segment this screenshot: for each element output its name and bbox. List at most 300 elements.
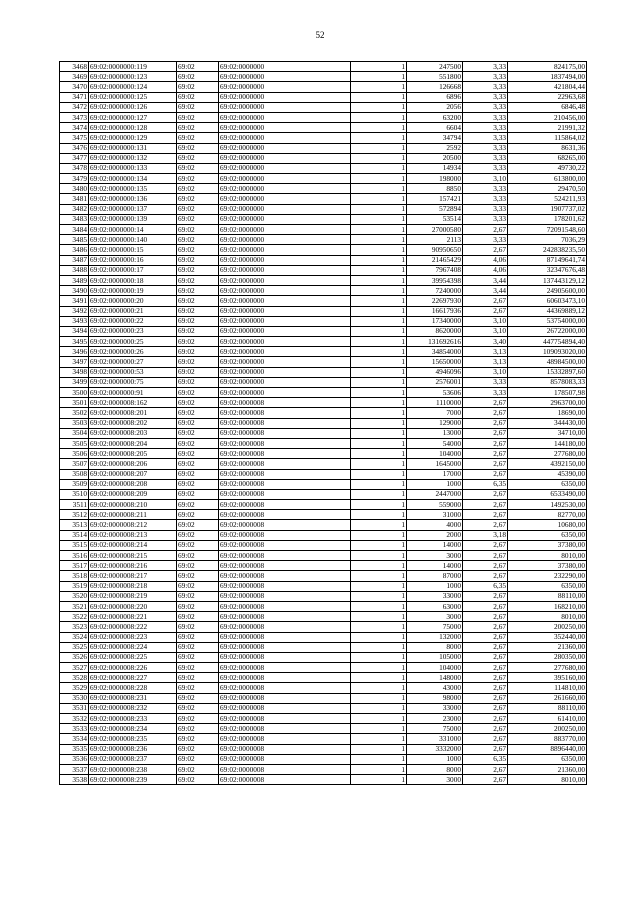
area-cell: 8620000 bbox=[407, 326, 463, 336]
area-cell: 33000 bbox=[407, 703, 463, 713]
district-code-cell: 69:02 bbox=[177, 275, 219, 285]
rate-cell: 2,67 bbox=[463, 469, 508, 479]
cadastral-block-cell: 69:02:0000000 bbox=[219, 347, 351, 357]
row-number-cell: 3470 bbox=[60, 82, 89, 92]
cadastral-block-cell: 69:02:0000008 bbox=[219, 438, 351, 448]
row-number-cell: 3490 bbox=[60, 286, 89, 296]
count-cell: 1 bbox=[351, 133, 407, 143]
cadastral-number-cell: 69:02:0000008:214 bbox=[89, 540, 177, 550]
cadastral-block-cell: 69:02:0000008 bbox=[219, 683, 351, 693]
district-code-cell: 69:02 bbox=[177, 82, 219, 92]
row-number-cell: 3495 bbox=[60, 337, 89, 347]
row-number-cell: 3517 bbox=[60, 561, 89, 571]
value-cell: 88110,00 bbox=[508, 591, 587, 601]
cadastral-block-cell: 69:02:0000008 bbox=[219, 693, 351, 703]
value-cell: 114810,00 bbox=[508, 683, 587, 693]
count-cell: 1 bbox=[351, 622, 407, 632]
rate-cell: 2,67 bbox=[463, 764, 508, 774]
row-number-cell: 3497 bbox=[60, 357, 89, 367]
cadastral-number-cell: 69:02:0000008:224 bbox=[89, 642, 177, 652]
district-code-cell: 69:02 bbox=[177, 673, 219, 683]
cadastral-number-cell: 69:02:0000008:201 bbox=[89, 408, 177, 418]
value-cell: 72091548,60 bbox=[508, 225, 587, 235]
district-code-cell: 69:02 bbox=[177, 734, 219, 744]
area-cell: 14000 bbox=[407, 561, 463, 571]
cadastral-block-cell: 69:02:0000000 bbox=[219, 235, 351, 245]
area-cell: 54000 bbox=[407, 438, 463, 448]
cadastral-block-cell: 69:02:0000000 bbox=[219, 62, 351, 72]
row-number-cell: 3471 bbox=[60, 92, 89, 102]
cadastral-number-cell: 69:02:0000008:203 bbox=[89, 428, 177, 438]
district-code-cell: 69:02 bbox=[177, 744, 219, 754]
district-code-cell: 69:02 bbox=[177, 591, 219, 601]
count-cell: 1 bbox=[351, 286, 407, 296]
cadastral-block-cell: 69:02:0000000 bbox=[219, 296, 351, 306]
area-cell: 3000 bbox=[407, 612, 463, 622]
value-cell: 200250,00 bbox=[508, 724, 587, 734]
table-row bbox=[60, 123, 587, 133]
cadastral-number-cell: 69:02:0000000:16 bbox=[89, 255, 177, 265]
row-number-cell: 3524 bbox=[60, 632, 89, 642]
row-number-cell: 3489 bbox=[60, 275, 89, 285]
count-cell: 1 bbox=[351, 764, 407, 774]
table-row bbox=[60, 286, 587, 296]
district-code-cell: 69:02 bbox=[177, 642, 219, 652]
rate-cell: 2,67 bbox=[463, 428, 508, 438]
cadastral-block-cell: 69:02:0000008 bbox=[219, 540, 351, 550]
row-number-cell: 3528 bbox=[60, 673, 89, 683]
area-cell: 2113 bbox=[407, 235, 463, 245]
rate-cell: 2,67 bbox=[463, 398, 508, 408]
rate-cell: 2,67 bbox=[463, 418, 508, 428]
count-cell: 1 bbox=[351, 530, 407, 540]
row-number-cell: 3538 bbox=[60, 775, 89, 785]
cadastral-block-cell: 69:02:0000000 bbox=[219, 174, 351, 184]
table-row bbox=[60, 245, 587, 255]
district-code-cell: 69:02 bbox=[177, 408, 219, 418]
cadastral-block-cell: 69:02:0000000 bbox=[219, 112, 351, 122]
cadastral-number-cell: 69:02:0000008:238 bbox=[89, 764, 177, 774]
district-code-cell: 69:02 bbox=[177, 286, 219, 296]
table-row bbox=[60, 734, 587, 744]
area-cell: 148000 bbox=[407, 673, 463, 683]
cadastral-number-cell: 69:02:0000000:123 bbox=[89, 72, 177, 82]
table-row bbox=[60, 184, 587, 194]
cadastral-block-cell: 69:02:0000000 bbox=[219, 316, 351, 326]
table-row bbox=[60, 540, 587, 550]
row-number-cell: 3527 bbox=[60, 663, 89, 673]
rate-cell: 3,33 bbox=[463, 388, 508, 398]
rate-cell: 3,44 bbox=[463, 286, 508, 296]
value-cell: 34710,00 bbox=[508, 428, 587, 438]
count-cell: 1 bbox=[351, 275, 407, 285]
row-number-cell: 3516 bbox=[60, 551, 89, 561]
cadastral-block-cell: 69:02:0000008 bbox=[219, 449, 351, 459]
table-row bbox=[60, 133, 587, 143]
count-cell: 1 bbox=[351, 459, 407, 469]
district-code-cell: 69:02 bbox=[177, 714, 219, 724]
row-number-cell: 3537 bbox=[60, 764, 89, 774]
row-number-cell: 3510 bbox=[60, 489, 89, 499]
table-row bbox=[60, 500, 587, 510]
table-row bbox=[60, 581, 587, 591]
rate-cell: 2,67 bbox=[463, 622, 508, 632]
area-cell: 1000 bbox=[407, 581, 463, 591]
area-cell: 2056 bbox=[407, 102, 463, 112]
district-code-cell: 69:02 bbox=[177, 102, 219, 112]
value-cell: 45390,00 bbox=[508, 469, 587, 479]
district-code-cell: 69:02 bbox=[177, 551, 219, 561]
cadastral-block-cell: 69:02:0000000 bbox=[219, 92, 351, 102]
cadastral-block-cell: 69:02:0000000 bbox=[219, 225, 351, 235]
count-cell: 1 bbox=[351, 693, 407, 703]
value-cell: 1907737,02 bbox=[508, 204, 587, 214]
rate-cell: 3,13 bbox=[463, 347, 508, 357]
value-cell: 883770,00 bbox=[508, 734, 587, 744]
table-row bbox=[60, 265, 587, 275]
count-cell: 1 bbox=[351, 82, 407, 92]
area-cell: 14000 bbox=[407, 540, 463, 550]
cadastral-block-cell: 69:02:0000008 bbox=[219, 561, 351, 571]
table-row bbox=[60, 326, 587, 336]
row-number-cell: 3485 bbox=[60, 235, 89, 245]
district-code-cell: 69:02 bbox=[177, 683, 219, 693]
cadastral-number-cell: 69:02:0000008:218 bbox=[89, 581, 177, 591]
rate-cell: 2,67 bbox=[463, 744, 508, 754]
value-cell: 26722000,00 bbox=[508, 326, 587, 336]
table-row bbox=[60, 714, 587, 724]
value-cell: 21991,32 bbox=[508, 123, 587, 133]
rate-cell: 3,44 bbox=[463, 275, 508, 285]
count-cell: 1 bbox=[351, 520, 407, 530]
cadastral-number-cell: 69:02:0000008:204 bbox=[89, 438, 177, 448]
table-row bbox=[60, 612, 587, 622]
count-cell: 1 bbox=[351, 683, 407, 693]
cadastral-block-cell: 69:02:0000008 bbox=[219, 703, 351, 713]
area-cell: 27000580 bbox=[407, 225, 463, 235]
value-cell: 18690,00 bbox=[508, 408, 587, 418]
value-cell: 261660,00 bbox=[508, 693, 587, 703]
count-cell: 1 bbox=[351, 184, 407, 194]
count-cell: 1 bbox=[351, 734, 407, 744]
rate-cell: 3,33 bbox=[463, 92, 508, 102]
cadastral-block-cell: 69:02:0000008 bbox=[219, 601, 351, 611]
area-cell: 15650000 bbox=[407, 357, 463, 367]
area-cell: 129000 bbox=[407, 418, 463, 428]
value-cell: 137443129,12 bbox=[508, 275, 587, 285]
page-number: 52 bbox=[315, 30, 325, 40]
table-row bbox=[60, 530, 587, 540]
count-cell: 1 bbox=[351, 174, 407, 184]
count-cell: 1 bbox=[351, 204, 407, 214]
rate-cell: 3,33 bbox=[463, 102, 508, 112]
cadastral-number-cell: 69:02:0000000:17 bbox=[89, 265, 177, 275]
cadastral-number-cell: 69:02:0000000:18 bbox=[89, 275, 177, 285]
value-cell: 82770,00 bbox=[508, 510, 587, 520]
district-code-cell: 69:02 bbox=[177, 184, 219, 194]
district-code-cell: 69:02 bbox=[177, 449, 219, 459]
row-number-cell: 3488 bbox=[60, 265, 89, 275]
count-cell: 1 bbox=[351, 500, 407, 510]
district-code-cell: 69:02 bbox=[177, 500, 219, 510]
cadastral-number-cell: 69:02:0000000:132 bbox=[89, 153, 177, 163]
rate-cell: 3,33 bbox=[463, 143, 508, 153]
rate-cell: 2,67 bbox=[463, 489, 508, 499]
cadastral-number-cell: 69:02:0000000:20 bbox=[89, 296, 177, 306]
row-number-cell: 3522 bbox=[60, 612, 89, 622]
count-cell: 1 bbox=[351, 214, 407, 224]
area-cell: 87000 bbox=[407, 571, 463, 581]
table-row bbox=[60, 316, 587, 326]
rate-cell: 3,33 bbox=[463, 377, 508, 387]
cadastral-block-cell: 69:02:0000008 bbox=[219, 530, 351, 540]
count-cell: 1 bbox=[351, 449, 407, 459]
rate-cell: 3,33 bbox=[463, 235, 508, 245]
table-row bbox=[60, 652, 587, 662]
cadastral-block-cell: 69:02:0000008 bbox=[219, 632, 351, 642]
area-cell: 7000 bbox=[407, 408, 463, 418]
district-code-cell: 69:02 bbox=[177, 571, 219, 581]
count-cell: 1 bbox=[351, 418, 407, 428]
table-row bbox=[60, 347, 587, 357]
row-number-cell: 3521 bbox=[60, 601, 89, 611]
area-cell: 33000 bbox=[407, 591, 463, 601]
rate-cell: 2,67 bbox=[463, 612, 508, 622]
cadastral-number-cell: 69:02:0000008:233 bbox=[89, 714, 177, 724]
cadastral-number-cell: 69:02:0000008:216 bbox=[89, 561, 177, 571]
district-code-cell: 69:02 bbox=[177, 438, 219, 448]
value-cell: 178201,62 bbox=[508, 214, 587, 224]
cadastral-block-cell: 69:02:0000008 bbox=[219, 500, 351, 510]
cadastral-number-cell: 69:02:0000008:206 bbox=[89, 459, 177, 469]
rate-cell: 3,33 bbox=[463, 123, 508, 133]
table-row bbox=[60, 112, 587, 122]
cadastral-block-cell: 69:02:0000000 bbox=[219, 326, 351, 336]
area-cell: 131692616 bbox=[407, 337, 463, 347]
value-cell: 24905600,00 bbox=[508, 286, 587, 296]
cadastral-block-cell: 69:02:0000008 bbox=[219, 622, 351, 632]
cadastral-number-cell: 69:02:0000000:127 bbox=[89, 112, 177, 122]
cadastral-number-cell: 69:02:0000008:223 bbox=[89, 632, 177, 642]
cadastral-number-cell: 69:02:0000008:207 bbox=[89, 469, 177, 479]
value-cell: 44369889,12 bbox=[508, 306, 587, 316]
row-number-cell: 3504 bbox=[60, 428, 89, 438]
cadastral-block-cell: 69:02:0000008 bbox=[219, 571, 351, 581]
value-cell: 6350,00 bbox=[508, 479, 587, 489]
rate-cell: 2,67 bbox=[463, 296, 508, 306]
area-cell: 331000 bbox=[407, 734, 463, 744]
row-number-cell: 3519 bbox=[60, 581, 89, 591]
rate-cell: 2,67 bbox=[463, 245, 508, 255]
area-cell: 559000 bbox=[407, 500, 463, 510]
rate-cell: 3,13 bbox=[463, 357, 508, 367]
rate-cell: 6,35 bbox=[463, 754, 508, 764]
value-cell: 277680,00 bbox=[508, 663, 587, 673]
area-cell: 104000 bbox=[407, 663, 463, 673]
cadastral-number-cell: 69:02:0000008:211 bbox=[89, 510, 177, 520]
cadastral-number-cell: 69:02:0000000:124 bbox=[89, 82, 177, 92]
area-cell: 16617936 bbox=[407, 306, 463, 316]
value-cell: 68265,00 bbox=[508, 153, 587, 163]
row-number-cell: 3480 bbox=[60, 184, 89, 194]
count-cell: 1 bbox=[351, 123, 407, 133]
value-cell: 447754894,40 bbox=[508, 337, 587, 347]
row-number-cell: 3515 bbox=[60, 540, 89, 550]
district-code-cell: 69:02 bbox=[177, 561, 219, 571]
rate-cell: 2,67 bbox=[463, 673, 508, 683]
area-cell: 75000 bbox=[407, 724, 463, 734]
area-cell: 132000 bbox=[407, 632, 463, 642]
rate-cell: 4,06 bbox=[463, 255, 508, 265]
area-cell: 126668 bbox=[407, 82, 463, 92]
count-cell: 1 bbox=[351, 163, 407, 173]
rate-cell: 3,33 bbox=[463, 82, 508, 92]
area-cell: 6896 bbox=[407, 92, 463, 102]
cadastral-number-cell: 69:02:0000008:222 bbox=[89, 622, 177, 632]
count-cell: 1 bbox=[351, 357, 407, 367]
row-number-cell: 3499 bbox=[60, 377, 89, 387]
district-code-cell: 69:02 bbox=[177, 112, 219, 122]
district-code-cell: 69:02 bbox=[177, 693, 219, 703]
rate-cell: 2,67 bbox=[463, 510, 508, 520]
area-cell: 2000 bbox=[407, 530, 463, 540]
district-code-cell: 69:02 bbox=[177, 62, 219, 72]
rate-cell: 2,67 bbox=[463, 734, 508, 744]
row-number-cell: 3486 bbox=[60, 245, 89, 255]
table-row bbox=[60, 703, 587, 713]
cadastral-block-cell: 69:02:0000000 bbox=[219, 357, 351, 367]
cadastral-block-cell: 69:02:0000008 bbox=[219, 612, 351, 622]
district-code-cell: 69:02 bbox=[177, 265, 219, 275]
district-code-cell: 69:02 bbox=[177, 255, 219, 265]
cadastral-number-cell: 69:02:0000008:237 bbox=[89, 754, 177, 764]
cadastral-number-cell: 69:02:0000000:140 bbox=[89, 235, 177, 245]
area-cell: 3332000 bbox=[407, 744, 463, 754]
cadastral-block-cell: 69:02:0000000 bbox=[219, 275, 351, 285]
value-cell: 48984500,00 bbox=[508, 357, 587, 367]
area-cell: 17000 bbox=[407, 469, 463, 479]
rate-cell: 3,33 bbox=[463, 133, 508, 143]
cadastral-block-cell: 69:02:0000008 bbox=[219, 489, 351, 499]
area-cell: 6604 bbox=[407, 123, 463, 133]
value-cell: 824175,00 bbox=[508, 62, 587, 72]
table-row bbox=[60, 143, 587, 153]
cadastral-number-cell: 69:02:0000008:215 bbox=[89, 551, 177, 561]
cadastral-block-cell: 69:02:0000000 bbox=[219, 143, 351, 153]
count-cell: 1 bbox=[351, 72, 407, 82]
value-cell: 8010,00 bbox=[508, 612, 587, 622]
row-number-cell: 3514 bbox=[60, 530, 89, 540]
cadastral-number-cell: 69:02:0000008:228 bbox=[89, 683, 177, 693]
cadastral-block-cell: 69:02:0000008 bbox=[219, 469, 351, 479]
cadastral-number-cell: 69:02:0000000:19 bbox=[89, 286, 177, 296]
rate-cell: 3,33 bbox=[463, 214, 508, 224]
value-cell: 53754000,00 bbox=[508, 316, 587, 326]
cadastral-number-cell: 69:02:0000000:135 bbox=[89, 184, 177, 194]
row-number-cell: 3526 bbox=[60, 652, 89, 662]
value-cell: 37380,00 bbox=[508, 561, 587, 571]
district-code-cell: 69:02 bbox=[177, 337, 219, 347]
district-code-cell: 69:02 bbox=[177, 775, 219, 785]
row-number-cell: 3482 bbox=[60, 204, 89, 214]
cadastral-block-cell: 69:02:0000008 bbox=[219, 744, 351, 754]
value-cell: 29470,50 bbox=[508, 184, 587, 194]
rate-cell: 2,67 bbox=[463, 632, 508, 642]
table-body bbox=[60, 62, 587, 785]
count-cell: 1 bbox=[351, 561, 407, 571]
cadastral-block-cell: 69:02:0000000 bbox=[219, 367, 351, 377]
table-row bbox=[60, 571, 587, 581]
cadastral-block-cell: 69:02:0000000 bbox=[219, 102, 351, 112]
district-code-cell: 69:02 bbox=[177, 703, 219, 713]
cadastral-number-cell: 69:02:0000000:91 bbox=[89, 388, 177, 398]
table-row bbox=[60, 102, 587, 112]
district-code-cell: 69:02 bbox=[177, 123, 219, 133]
table-row bbox=[60, 489, 587, 499]
cadastral-block-cell: 69:02:0000008 bbox=[219, 754, 351, 764]
row-number-cell: 3468 bbox=[60, 62, 89, 72]
table-row bbox=[60, 367, 587, 377]
value-cell: 49730,22 bbox=[508, 163, 587, 173]
cadastral-block-cell: 69:02:0000000 bbox=[219, 214, 351, 224]
row-number-cell: 3476 bbox=[60, 143, 89, 153]
district-code-cell: 69:02 bbox=[177, 316, 219, 326]
count-cell: 1 bbox=[351, 194, 407, 204]
row-number-cell: 3503 bbox=[60, 418, 89, 428]
cadastral-number-cell: 69:02:0000008:208 bbox=[89, 479, 177, 489]
cadastral-number-cell: 69:02:0000000:21 bbox=[89, 306, 177, 316]
district-code-cell: 69:02 bbox=[177, 296, 219, 306]
count-cell: 1 bbox=[351, 642, 407, 652]
area-cell: 2447000 bbox=[407, 489, 463, 499]
table-row bbox=[60, 591, 587, 601]
table-row bbox=[60, 775, 587, 785]
cadastral-number-cell: 69:02:0000000:134 bbox=[89, 174, 177, 184]
registry-table bbox=[59, 61, 587, 785]
cadastral-number-cell: 69:02:0000008:209 bbox=[89, 489, 177, 499]
cadastral-block-cell: 69:02:0000000 bbox=[219, 82, 351, 92]
cadastral-number-cell: 69:02:0000000:133 bbox=[89, 163, 177, 173]
rate-cell: 2,67 bbox=[463, 724, 508, 734]
row-number-cell: 3502 bbox=[60, 408, 89, 418]
row-number-cell: 3474 bbox=[60, 123, 89, 133]
rate-cell: 2,67 bbox=[463, 449, 508, 459]
district-code-cell: 69:02 bbox=[177, 459, 219, 469]
cadastral-block-cell: 69:02:0000000 bbox=[219, 204, 351, 214]
rate-cell: 2,67 bbox=[463, 306, 508, 316]
row-number-cell: 3507 bbox=[60, 459, 89, 469]
table-row bbox=[60, 163, 587, 173]
table-row bbox=[60, 744, 587, 754]
district-code-cell: 69:02 bbox=[177, 764, 219, 774]
value-cell: 2963700,00 bbox=[508, 398, 587, 408]
cadastral-number-cell: 69:02:0000008:210 bbox=[89, 500, 177, 510]
value-cell: 115864,02 bbox=[508, 133, 587, 143]
cadastral-block-cell: 69:02:0000000 bbox=[219, 184, 351, 194]
district-code-cell: 69:02 bbox=[177, 581, 219, 591]
row-number-cell: 3472 bbox=[60, 102, 89, 112]
value-cell: 8631,36 bbox=[508, 143, 587, 153]
district-code-cell: 69:02 bbox=[177, 601, 219, 611]
cadastral-number-cell: 69:02:0000008:234 bbox=[89, 724, 177, 734]
district-code-cell: 69:02 bbox=[177, 367, 219, 377]
row-number-cell: 3498 bbox=[60, 367, 89, 377]
row-number-cell: 3535 bbox=[60, 744, 89, 754]
rate-cell: 3,10 bbox=[463, 174, 508, 184]
cadastral-block-cell: 69:02:0000008 bbox=[219, 581, 351, 591]
area-cell: 4946096 bbox=[407, 367, 463, 377]
value-cell: 352440,00 bbox=[508, 632, 587, 642]
